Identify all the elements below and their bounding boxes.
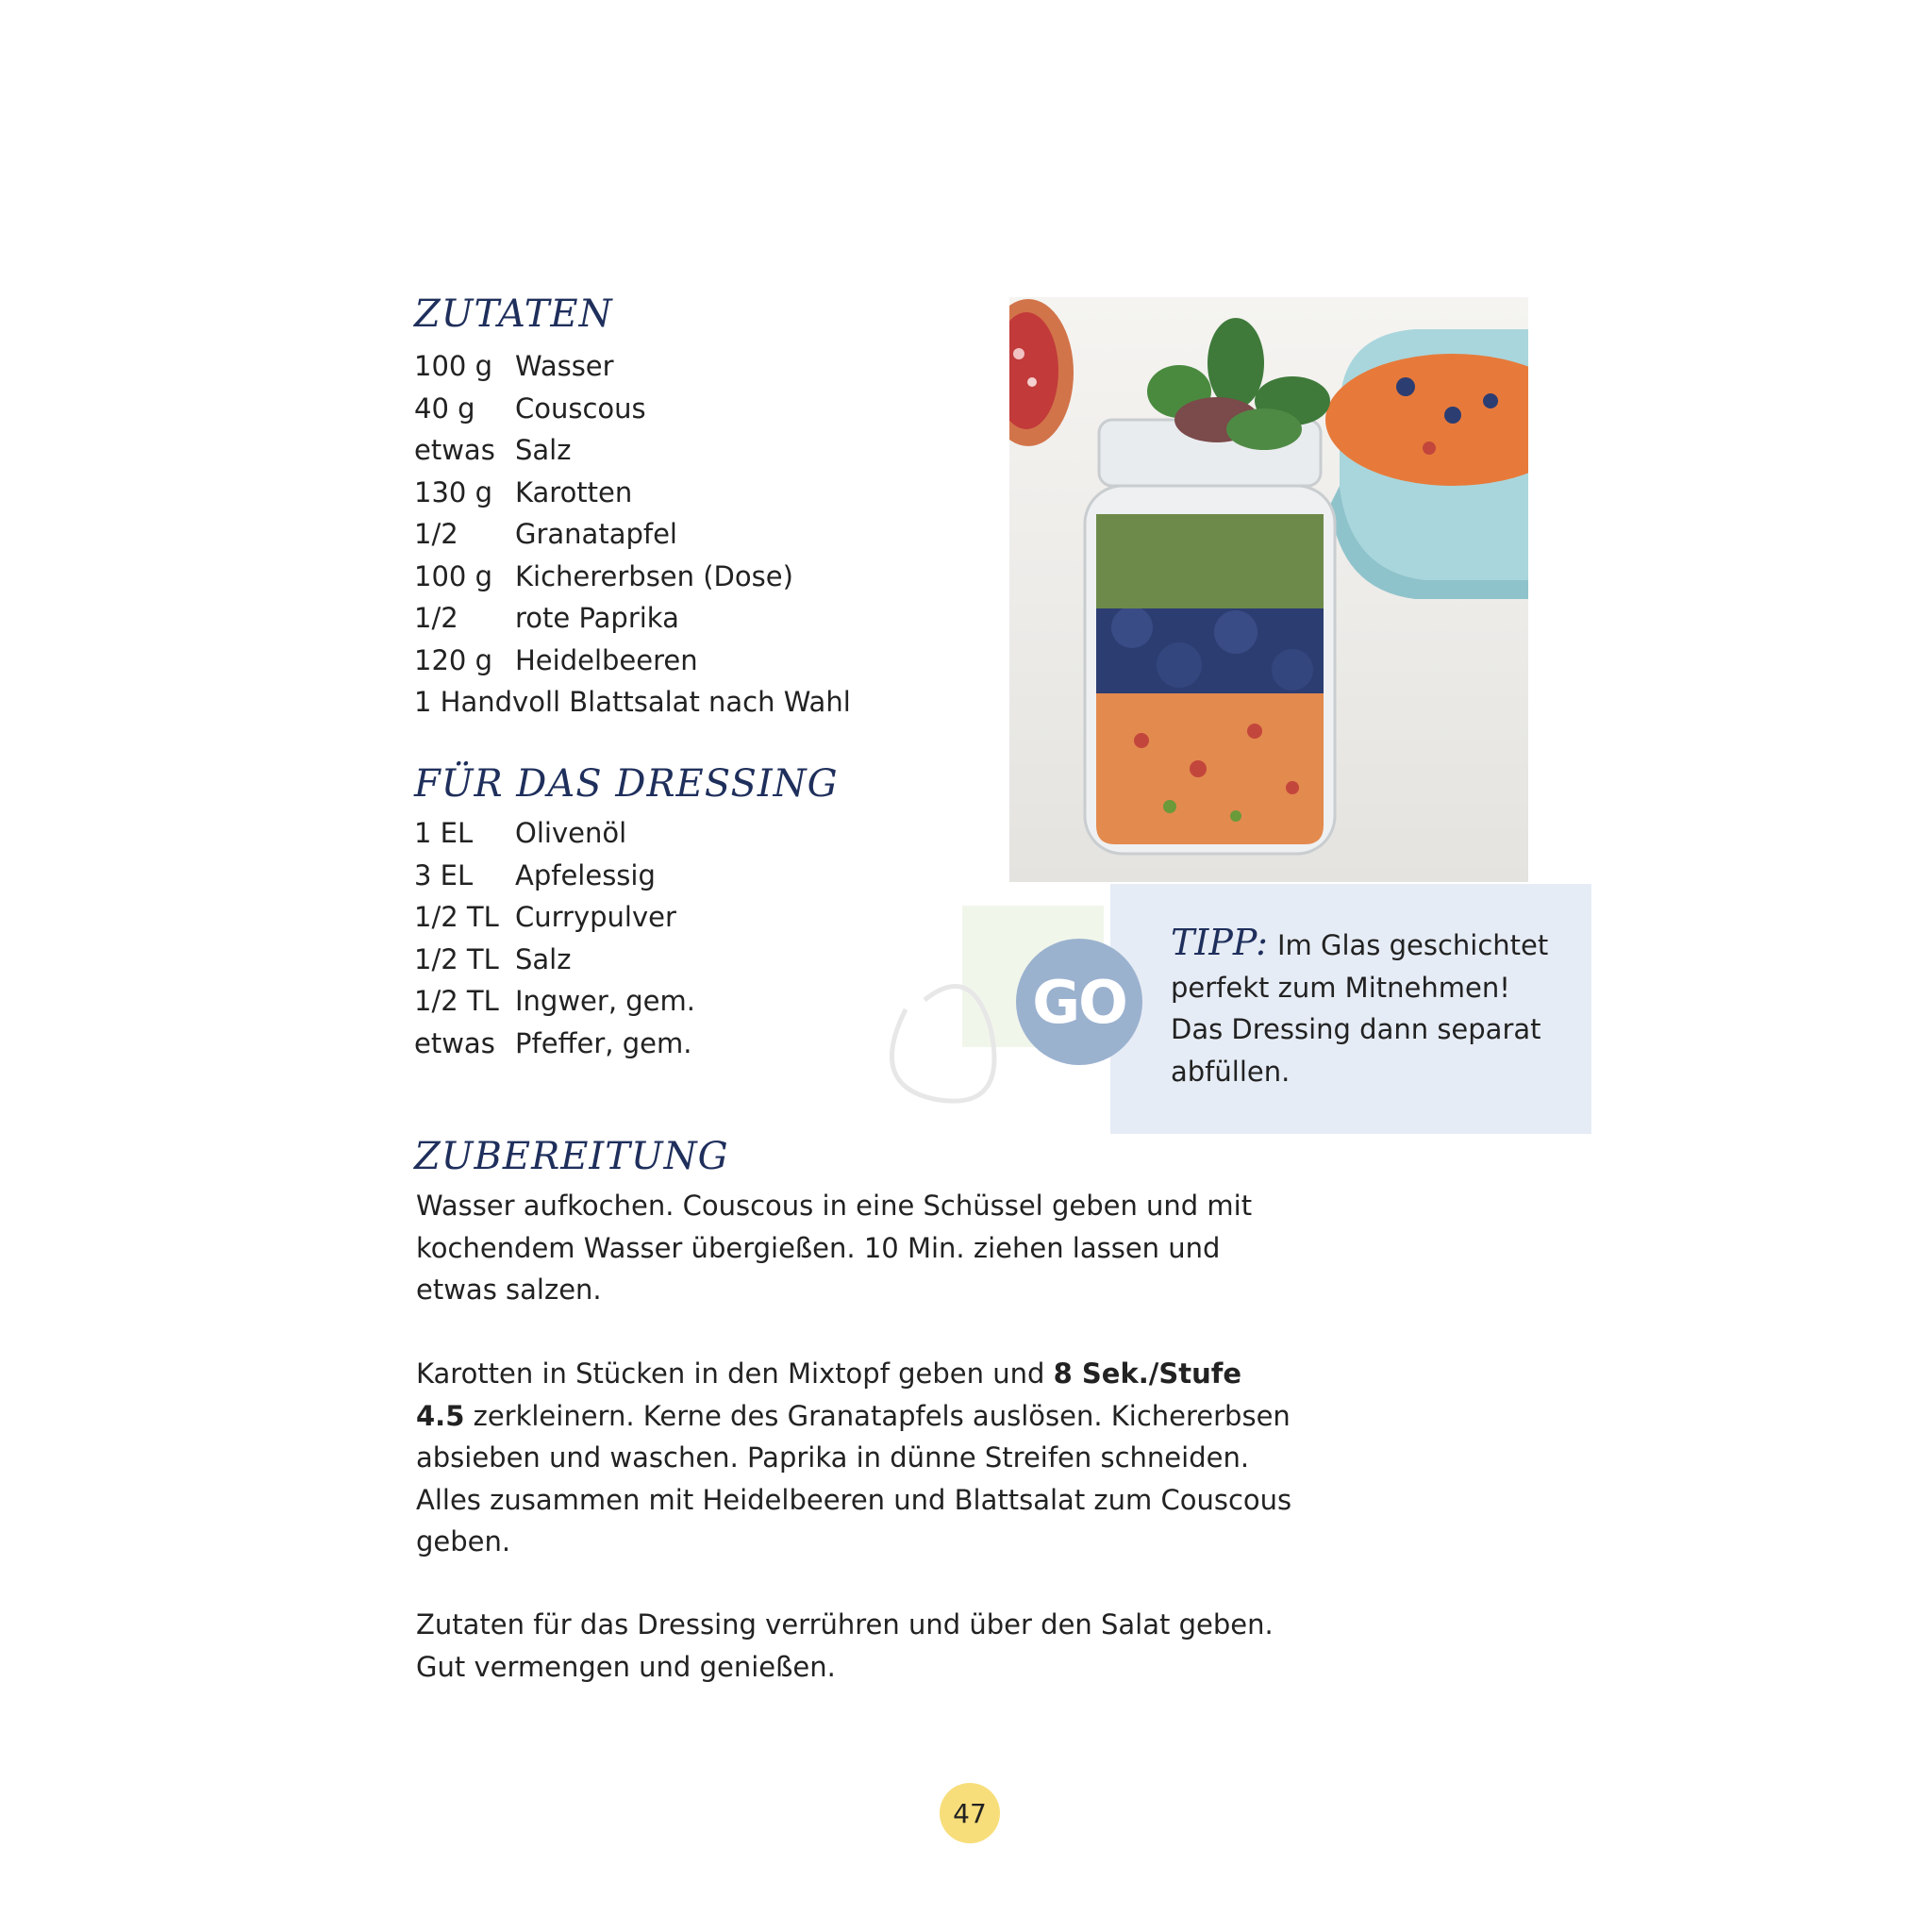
tip-body: Im Glas geschichtet perfekt zum Mitnehmen! Das Dressing dann separat abfüllen. xyxy=(1171,929,1549,1088)
dressing-list xyxy=(414,812,695,1064)
dressing-qty: 1/2 TL xyxy=(414,942,499,975)
ingredient-qty: 130 g xyxy=(414,475,492,508)
preparation-paragraph-3 xyxy=(416,1604,1293,1688)
preparation-text: Wasser aufkochen. Couscous in eine Schüssel geben und mit kochendem Wasser übergießen. 10 Min. ziehen lassen und etwas salzen. xyxy=(416,1190,1253,1306)
tip-box xyxy=(1110,884,1591,1134)
tip-text xyxy=(1171,922,1567,1092)
go-badge: GO xyxy=(1016,939,1142,1065)
dressing-item xyxy=(414,855,695,897)
dressing-name: Olivenöl xyxy=(515,817,627,850)
ingredient-qty: 120 g xyxy=(414,643,492,676)
ingredient-name: Kichererbsen (Dose) xyxy=(515,559,793,592)
dressing-name: Apfelessig xyxy=(515,858,656,891)
preparation-paragraph-2 xyxy=(416,1353,1293,1563)
salad-jar-illustration xyxy=(1009,297,1528,882)
ingredient-name: Wasser xyxy=(515,350,614,383)
ingredient-item xyxy=(414,597,851,640)
ingredient-qty: etwas xyxy=(414,434,495,467)
ingredient-name: Salz xyxy=(515,434,572,467)
dressing-heading: FÜR DAS DRESSING xyxy=(414,762,839,806)
ingredient-item xyxy=(414,429,851,472)
ingredient-name: Couscous xyxy=(515,391,646,425)
preparation-paragraph-1 xyxy=(416,1185,1293,1311)
ingredients-list xyxy=(414,345,851,724)
dressing-item xyxy=(414,812,695,855)
ingredient-item xyxy=(414,472,851,514)
preparation-heading: ZUBEREITUNG xyxy=(414,1135,729,1178)
preparation-text-part: zerkleinern. Kerne des Granatapfels auslösen. Kichererbsen absieben und waschen. Paprika in dünne Streifen schneiden. Alles zusammen mit Heidelbeeren und Blattsalat zum Couscous geben. xyxy=(416,1399,1292,1557)
ingredient-qty: 1/2 xyxy=(414,602,458,635)
dressing-item xyxy=(414,1023,695,1065)
dressing-name: Currypulver xyxy=(515,901,676,934)
ingredient-item xyxy=(414,345,851,388)
ingredients-heading: ZUTATEN xyxy=(414,292,613,336)
ingredient-item xyxy=(414,681,851,724)
dressing-qty: 3 EL xyxy=(414,858,474,891)
ingredient-item xyxy=(414,640,851,682)
dressing-name: Ingwer, gem. xyxy=(515,985,695,1018)
dressing-name: Salz xyxy=(515,942,572,975)
ingredient-qty: 100 g xyxy=(414,559,492,592)
ingredient-name: Granatapfel xyxy=(515,518,677,551)
ingredient-extra: 1 Handvoll Blattsalat nach Wahl xyxy=(414,686,851,719)
dressing-qty: 1 EL xyxy=(414,817,474,850)
preparation-text: Zutaten für das Dressing verrühren und über den Salat geben. Gut vermengen und genießen. xyxy=(416,1608,1274,1683)
dressing-name: Pfeffer, gem. xyxy=(515,1026,692,1059)
ingredient-qty: 1/2 xyxy=(414,518,458,551)
ingredient-item xyxy=(414,556,851,598)
dressing-qty: 1/2 TL xyxy=(414,901,499,934)
preparation-text-part: Karotten in Stücken in den Mixtopf geben und xyxy=(416,1357,1054,1390)
ingredient-name: rote Paprika xyxy=(515,602,679,635)
ingredient-name: Heidelbeeren xyxy=(515,643,698,676)
dressing-qty: etwas xyxy=(414,1026,495,1059)
ingredient-qty: 100 g xyxy=(414,350,492,383)
dressing-item xyxy=(414,896,695,939)
ingredient-item xyxy=(414,513,851,556)
ingredient-qty: 40 g xyxy=(414,391,475,425)
dressing-item xyxy=(414,980,695,1023)
ingredient-name: Karotten xyxy=(515,475,633,508)
ingredient-item xyxy=(414,388,851,430)
machine-setting: 8 Sek./Stufe 4.5 xyxy=(416,1357,1242,1432)
page-number: 47 xyxy=(940,1783,1000,1843)
preparation-text xyxy=(416,1353,1293,1563)
tip-label: TIPP: xyxy=(1171,922,1268,963)
dressing-item xyxy=(414,939,695,981)
salad-jar-photo xyxy=(1009,297,1528,882)
dressing-qty: 1/2 TL xyxy=(414,985,499,1018)
